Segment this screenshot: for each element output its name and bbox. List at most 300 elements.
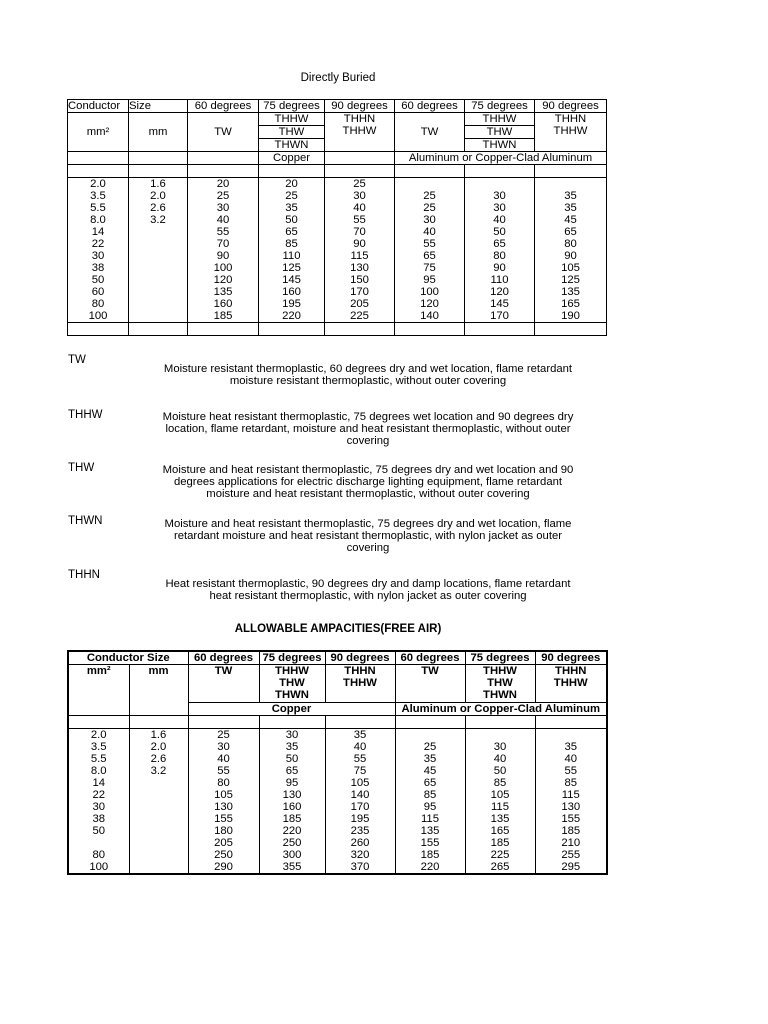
temp-header: 60 degrees xyxy=(188,651,259,665)
table-cell: 145 xyxy=(259,274,325,286)
table-cell: 250 xyxy=(188,849,259,861)
conductor-size-header: Conductor Size xyxy=(68,651,188,665)
temp-header: 90 degrees xyxy=(325,651,395,665)
table-cell xyxy=(129,274,188,286)
table-cell: 80 xyxy=(68,849,129,861)
table-cell: 125 xyxy=(535,274,607,286)
temp-header: 60 degrees xyxy=(395,100,465,113)
type-cell xyxy=(188,665,259,703)
table-cell: 5.5 xyxy=(68,753,129,765)
table-cell: 205 xyxy=(188,837,259,849)
temp-header: 75 degrees xyxy=(259,651,325,665)
definition-line: retardant moisture and heat resistant thermoplastic, with nylon jacket as outer xyxy=(173,530,563,542)
type-cell xyxy=(259,113,325,152)
table-cell: 3.5 xyxy=(68,741,129,753)
size-header: Size xyxy=(129,100,188,113)
table-cell: 80 xyxy=(68,298,129,310)
table-cell: 250 xyxy=(259,837,325,849)
table-cell: 3.5 xyxy=(68,190,129,202)
type-cell xyxy=(395,113,465,152)
table-cell: 160 xyxy=(259,286,325,298)
table-cell: 140 xyxy=(395,310,465,323)
table-cell: 70 xyxy=(188,238,259,250)
table-cell: 55 xyxy=(188,765,259,777)
table-cell: 190 xyxy=(535,310,607,323)
table-cell: 50 xyxy=(465,226,535,238)
table-row xyxy=(68,741,607,753)
table-row xyxy=(68,777,607,789)
table-cell: 120 xyxy=(188,274,259,286)
table-cell: 115 xyxy=(325,250,395,262)
table-cell: 130 xyxy=(325,262,395,274)
table-cell: 130 xyxy=(188,801,259,813)
table-cell: 45 xyxy=(395,765,465,777)
table-row xyxy=(68,729,607,742)
table-cell: 75 xyxy=(395,262,465,274)
table-cell: 1.6 xyxy=(129,729,188,742)
table-cell: 145 xyxy=(465,298,535,310)
aluminum-label: Aluminum or Copper-Clad Aluminum xyxy=(395,702,607,715)
table-cell xyxy=(68,837,129,849)
table-cell xyxy=(395,729,465,742)
type-label: THHW xyxy=(483,665,517,677)
table-cell: 20 xyxy=(188,178,259,191)
type-cell xyxy=(465,665,535,703)
table-cell: 80 xyxy=(535,238,607,250)
table-cell: 30 xyxy=(465,741,535,753)
table-cell: 120 xyxy=(395,298,465,310)
table-cell: 45 xyxy=(535,214,607,226)
table-cell xyxy=(129,226,188,238)
table-row xyxy=(68,250,607,262)
table-cell xyxy=(129,789,188,801)
table-cell: 320 xyxy=(325,849,395,861)
type-label: THHW xyxy=(259,113,324,126)
table-cell: 185 xyxy=(395,849,465,861)
table-cell: 55 xyxy=(395,238,465,250)
table-cell: 40 xyxy=(188,753,259,765)
table-cell: 290 xyxy=(188,861,259,874)
table-cell: 30 xyxy=(188,202,259,214)
table-cell: 100 xyxy=(68,310,129,323)
table-cell: 95 xyxy=(395,274,465,286)
type-label: THW xyxy=(487,677,513,689)
type-label: THHN xyxy=(554,113,587,125)
table-row xyxy=(68,310,607,323)
temp-header: 90 degrees xyxy=(535,651,607,665)
table-cell: 2.0 xyxy=(68,178,129,191)
table-cell: 100 xyxy=(188,262,259,274)
table-cell xyxy=(129,813,188,825)
definition-line: Moisture resistant thermoplastic, 60 degrees dry and wet location, flame retardant xyxy=(163,363,573,375)
type-cell xyxy=(395,665,465,703)
table-cell: 225 xyxy=(325,310,395,323)
table-row xyxy=(68,813,607,825)
table-cell: 135 xyxy=(535,286,607,298)
table-cell: 110 xyxy=(259,250,325,262)
table-row xyxy=(68,801,607,813)
table-cell: 210 xyxy=(535,837,607,849)
table-row xyxy=(68,765,607,777)
type-label: TW xyxy=(214,126,232,138)
type-label: THHW xyxy=(275,665,309,677)
table-cell: 35 xyxy=(259,741,325,753)
mm2-header: mm² xyxy=(68,113,129,152)
table-cell: 55 xyxy=(188,226,259,238)
table-cell: 85 xyxy=(535,777,607,789)
table-cell: 65 xyxy=(395,777,465,789)
temp-header: 75 degrees xyxy=(465,100,535,113)
table-cell: 165 xyxy=(535,298,607,310)
table-cell xyxy=(129,298,188,310)
table-cell: 85 xyxy=(465,777,535,789)
table-cell: 40 xyxy=(325,202,395,214)
table-cell: 220 xyxy=(395,861,465,874)
table-cell: 165 xyxy=(465,825,535,837)
table-cell: 100 xyxy=(395,286,465,298)
type-label: TW xyxy=(420,126,439,138)
type-cell xyxy=(259,665,325,703)
table-row xyxy=(68,262,607,274)
table-cell: 195 xyxy=(325,813,395,825)
temp-header: 60 degrees xyxy=(188,100,259,113)
table-cell: 30 xyxy=(465,190,535,202)
table-row xyxy=(68,753,607,765)
type-label: THWN xyxy=(483,689,517,701)
type-cell xyxy=(325,113,395,152)
type-label: THHW xyxy=(343,677,377,689)
table-row xyxy=(68,837,607,849)
table-cell: 130 xyxy=(259,789,325,801)
table-cell: 22 xyxy=(68,238,129,250)
type-label: THWN xyxy=(482,139,517,151)
mm2-header: mm² xyxy=(68,665,129,716)
table-cell: 50 xyxy=(465,765,535,777)
table-cell: 170 xyxy=(325,801,395,813)
table-cell: 2.6 xyxy=(129,202,188,214)
definition-term: THWN xyxy=(68,515,103,527)
table-cell: 100 xyxy=(68,861,129,874)
table-cell: 30 xyxy=(188,741,259,753)
table-cell: 3.2 xyxy=(129,214,188,226)
table-cell: 195 xyxy=(259,298,325,310)
table-cell xyxy=(129,250,188,262)
table-cell: 185 xyxy=(188,310,259,323)
table-cell: 295 xyxy=(535,861,607,874)
definition-term: THHW xyxy=(68,409,103,421)
definition-line: moisture resistant thermoplastic, without outer covering xyxy=(229,375,507,387)
definition-term: THW xyxy=(68,462,95,474)
table-cell: 2.0 xyxy=(129,741,188,753)
table-cell: 75 xyxy=(325,765,395,777)
table-cell: 35 xyxy=(535,202,607,214)
aluminum-label: Aluminum or Copper-Clad Aluminum xyxy=(395,152,607,165)
table-cell: 25 xyxy=(395,202,465,214)
table-cell: 130 xyxy=(535,801,607,813)
table-cell: 40 xyxy=(535,753,607,765)
type-label: THHW xyxy=(553,677,588,689)
type-cell xyxy=(535,665,607,703)
table-cell: 65 xyxy=(259,765,325,777)
table-cell: 155 xyxy=(188,813,259,825)
table-row xyxy=(68,190,607,202)
table-cell: 70 xyxy=(325,226,395,238)
table-row xyxy=(68,274,607,286)
mm-header: mm xyxy=(129,665,188,716)
table-cell: 115 xyxy=(535,789,607,801)
table-cell: 85 xyxy=(395,789,465,801)
table1-title: Directly Buried xyxy=(300,72,376,84)
table-cell xyxy=(129,849,188,861)
table-cell: 235 xyxy=(325,825,395,837)
table-cell: 35 xyxy=(259,202,325,214)
table2 xyxy=(67,650,608,875)
definition-line: degrees applications for electric discharge lighting equipment, flame retardant xyxy=(173,476,563,488)
table-cell xyxy=(465,178,535,191)
definition-text xyxy=(136,411,600,447)
table-cell: 2.0 xyxy=(129,190,188,202)
table-cell: 8.0 xyxy=(68,214,129,226)
table-row xyxy=(68,849,607,861)
table-cell: 105 xyxy=(465,789,535,801)
table-cell: 35 xyxy=(535,190,607,202)
table-cell: 105 xyxy=(188,789,259,801)
table-cell xyxy=(129,837,188,849)
table-cell: 185 xyxy=(259,813,325,825)
type-label: THWN xyxy=(274,139,309,151)
definition-text xyxy=(136,464,600,500)
temp-header: 75 degrees xyxy=(259,100,325,113)
table-cell xyxy=(129,861,188,874)
table-cell: 40 xyxy=(465,214,535,226)
table-cell: 25 xyxy=(188,190,259,202)
table-cell: 135 xyxy=(465,813,535,825)
table-cell: 185 xyxy=(465,837,535,849)
table-cell: 50 xyxy=(259,753,325,765)
table-cell: 160 xyxy=(259,801,325,813)
table-cell: 25 xyxy=(325,178,395,191)
table-cell: 95 xyxy=(259,777,325,789)
table-cell xyxy=(129,777,188,789)
table-cell: 80 xyxy=(188,777,259,789)
table-cell: 65 xyxy=(395,250,465,262)
type-label: THHN xyxy=(555,665,587,677)
definition-line: Moisture and heat resistant thermoplastic, 75 degrees dry and wet location, flame xyxy=(164,518,572,530)
type-label: THHN xyxy=(343,113,376,125)
table-cell: 355 xyxy=(259,861,325,874)
definition-line: Moisture and heat resistant thermoplastic, 75 degrees dry and wet location and 90 xyxy=(162,464,574,476)
table-cell: 160 xyxy=(188,298,259,310)
table-cell: 65 xyxy=(259,226,325,238)
table-cell: 370 xyxy=(325,861,395,874)
table-cell: 30 xyxy=(325,190,395,202)
definition-line: Moisture heat resistant thermoplastic, 75 degrees wet location and 90 degrees dry xyxy=(162,411,574,423)
definition-line: moisture and heat resistant thermoplastic, without outer covering xyxy=(206,488,530,500)
table-cell: 150 xyxy=(325,274,395,286)
table-cell: 50 xyxy=(259,214,325,226)
table-cell: 155 xyxy=(535,813,607,825)
table-cell: 14 xyxy=(68,226,129,238)
table-cell: 90 xyxy=(325,238,395,250)
type-label: THW xyxy=(259,126,324,139)
table-cell: 20 xyxy=(259,178,325,191)
table-cell: 40 xyxy=(395,226,465,238)
table-row xyxy=(68,789,607,801)
table-cell: 90 xyxy=(535,250,607,262)
type-label: THW xyxy=(279,677,305,689)
type-cell xyxy=(188,113,259,152)
table-cell: 40 xyxy=(465,753,535,765)
temp-header: 75 degrees xyxy=(465,651,535,665)
table-cell: 35 xyxy=(325,729,395,742)
table-cell: 3.2 xyxy=(129,765,188,777)
temp-header: 90 degrees xyxy=(325,100,395,113)
table-cell: 25 xyxy=(395,741,465,753)
conductor-header: Conductor xyxy=(68,100,129,113)
definition-line: covering xyxy=(346,435,390,447)
table-cell: 50 xyxy=(68,274,129,286)
table-cell: 65 xyxy=(465,238,535,250)
table-row xyxy=(68,178,607,191)
table-cell: 30 xyxy=(395,214,465,226)
definition-text xyxy=(136,518,600,554)
table-cell: 225 xyxy=(465,849,535,861)
table-cell: 125 xyxy=(259,262,325,274)
table-cell: 220 xyxy=(259,825,325,837)
type-label: TW xyxy=(214,665,233,677)
table-cell: 205 xyxy=(325,298,395,310)
table-cell xyxy=(129,801,188,813)
type-cell xyxy=(465,113,535,152)
type-label: THHW xyxy=(342,125,377,137)
table-cell: 95 xyxy=(395,801,465,813)
table-cell: 35 xyxy=(535,741,607,753)
table-cell: 8.0 xyxy=(68,765,129,777)
table-row xyxy=(68,861,607,874)
table-cell: 55 xyxy=(325,214,395,226)
table-cell: 50 xyxy=(68,825,129,837)
table-cell: 60 xyxy=(68,286,129,298)
table-cell: 22 xyxy=(68,789,129,801)
table-cell: 135 xyxy=(395,825,465,837)
table-cell: 90 xyxy=(465,262,535,274)
type-label: THWN xyxy=(275,689,309,701)
table-cell xyxy=(129,310,188,323)
type-label: THHW xyxy=(465,113,534,126)
table-cell: 2.0 xyxy=(68,729,129,742)
table-cell: 38 xyxy=(68,262,129,274)
table-cell: 115 xyxy=(465,801,535,813)
copper-label: Copper xyxy=(188,702,395,715)
table-cell: 110 xyxy=(465,274,535,286)
type-label: THW xyxy=(465,126,534,139)
table-row xyxy=(68,238,607,250)
table-cell: 255 xyxy=(535,849,607,861)
table-cell: 220 xyxy=(259,310,325,323)
table-row xyxy=(68,202,607,214)
table-cell: 300 xyxy=(259,849,325,861)
table-cell xyxy=(129,286,188,298)
type-cell xyxy=(535,113,607,152)
table-row xyxy=(68,226,607,238)
table1 xyxy=(67,99,607,336)
table-row xyxy=(68,825,607,837)
table-cell xyxy=(465,729,535,742)
definition-term: THHN xyxy=(68,569,100,581)
table-cell: 55 xyxy=(325,753,395,765)
type-label: THHN xyxy=(344,665,376,677)
table-cell: 30 xyxy=(68,801,129,813)
table-cell: 170 xyxy=(325,286,395,298)
table2-title: ALLOWABLE AMPACITIES(FREE AIR) xyxy=(234,623,442,635)
table-cell: 40 xyxy=(188,214,259,226)
table-cell: 65 xyxy=(535,226,607,238)
table-cell: 25 xyxy=(188,729,259,742)
type-label: TW xyxy=(421,665,439,677)
table-cell: 185 xyxy=(535,825,607,837)
temp-header: 90 degrees xyxy=(535,100,607,113)
definition-line: location, flame retardant, moisture and heat resistant thermoplastic, without outer xyxy=(165,423,571,435)
table-cell: 115 xyxy=(395,813,465,825)
table-cell: 2.6 xyxy=(129,753,188,765)
temp-header: 60 degrees xyxy=(395,651,465,665)
table-cell xyxy=(535,178,607,191)
definition-text xyxy=(136,578,600,602)
table-cell xyxy=(129,262,188,274)
table-cell: 80 xyxy=(465,250,535,262)
table-cell: 90 xyxy=(188,250,259,262)
type-cell xyxy=(325,665,395,703)
table-cell xyxy=(535,729,607,742)
definition-text xyxy=(136,363,600,387)
table-cell: 105 xyxy=(325,777,395,789)
table-row xyxy=(68,286,607,298)
table-cell: 55 xyxy=(535,765,607,777)
definition-term: TW xyxy=(68,354,86,366)
table-cell: 135 xyxy=(188,286,259,298)
table-cell: 120 xyxy=(465,286,535,298)
table-cell xyxy=(395,178,465,191)
copper-label: Copper xyxy=(259,152,325,165)
definition-line: Heat resistant thermoplastic, 90 degrees dry and damp locations, flame retardant xyxy=(165,578,571,590)
table-cell: 25 xyxy=(395,190,465,202)
table-cell: 5.5 xyxy=(68,202,129,214)
type-label: THHW xyxy=(553,125,588,137)
table-cell: 180 xyxy=(188,825,259,837)
table-cell: 85 xyxy=(259,238,325,250)
table-cell xyxy=(129,825,188,837)
table-cell: 105 xyxy=(535,262,607,274)
table-row xyxy=(68,214,607,226)
table-cell: 155 xyxy=(395,837,465,849)
table-cell: 260 xyxy=(325,837,395,849)
table-cell: 14 xyxy=(68,777,129,789)
table-cell: 38 xyxy=(68,813,129,825)
table-cell: 30 xyxy=(68,250,129,262)
table-cell: 265 xyxy=(465,861,535,874)
table-row xyxy=(68,298,607,310)
mm-header: mm xyxy=(129,113,188,152)
table-cell: 170 xyxy=(465,310,535,323)
table-cell: 25 xyxy=(259,190,325,202)
definition-line: heat resistant thermoplastic, with nylon jacket as outer covering xyxy=(209,590,527,602)
table-cell: 30 xyxy=(465,202,535,214)
table-cell: 1.6 xyxy=(129,178,188,191)
table-cell: 40 xyxy=(325,741,395,753)
definition-line: covering xyxy=(346,542,390,554)
table-cell: 35 xyxy=(395,753,465,765)
table-cell xyxy=(129,238,188,250)
